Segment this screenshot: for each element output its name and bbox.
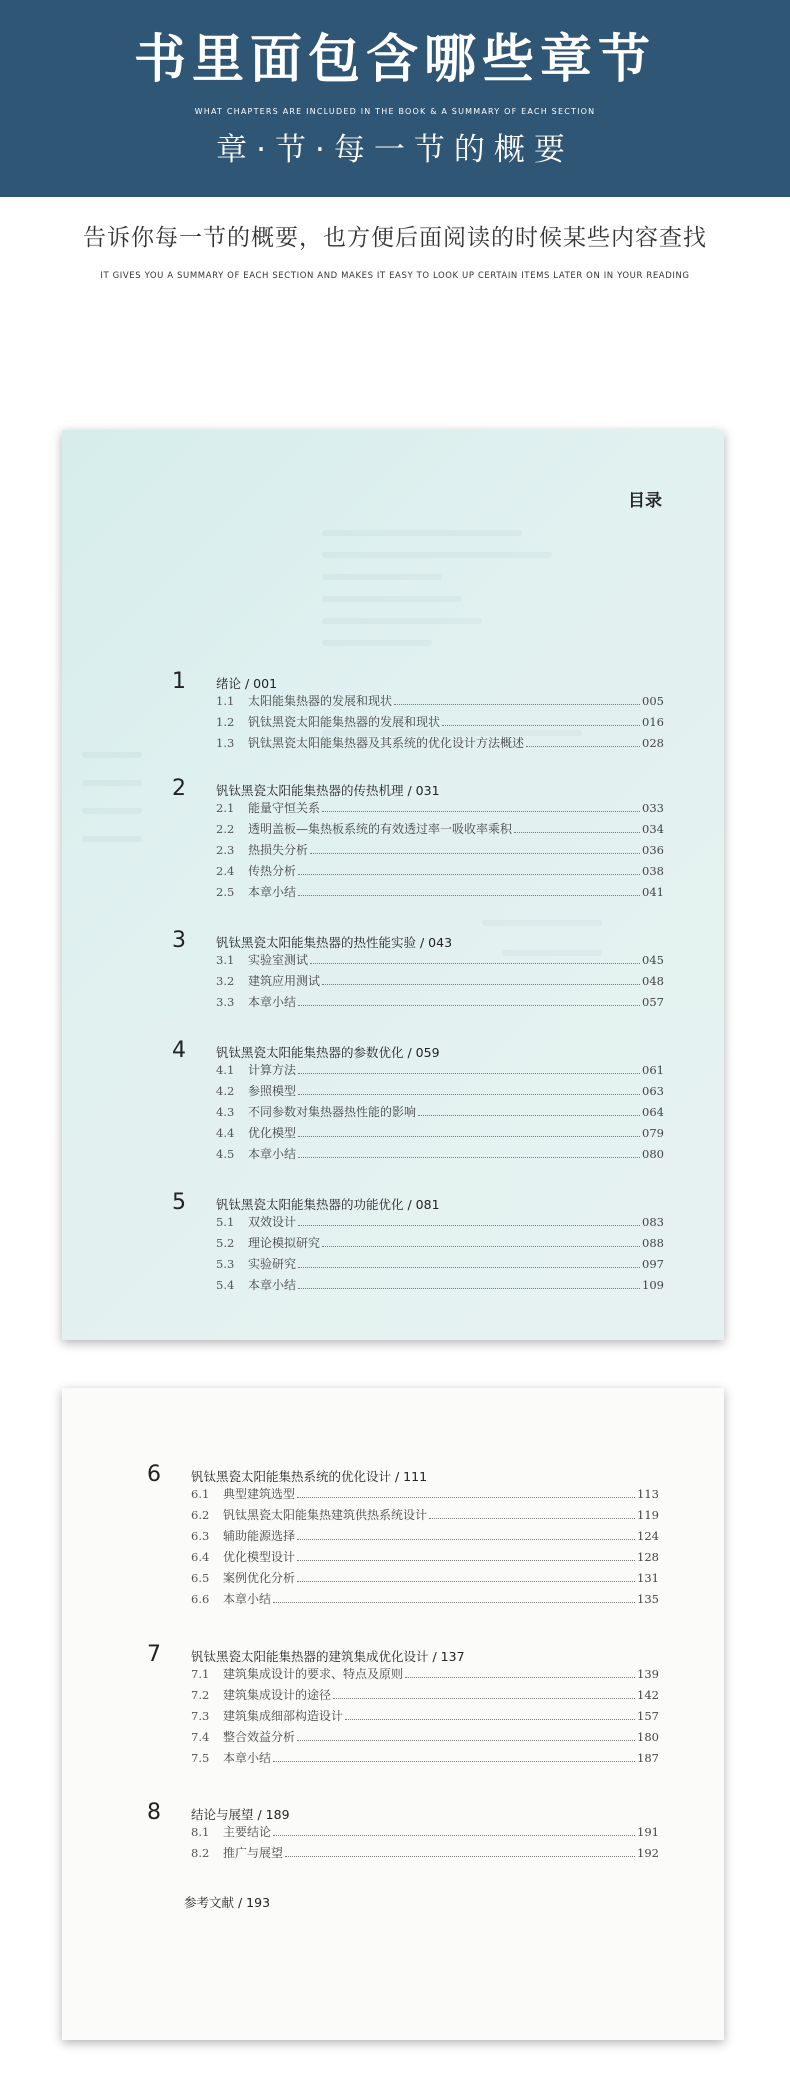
dot-leader bbox=[297, 1581, 635, 1582]
section-title: 本章小结 bbox=[223, 1592, 272, 1606]
section-page: 083 bbox=[642, 1215, 664, 1229]
chapter-number: 6 bbox=[147, 1462, 161, 1487]
section-title: 透明盖板—集热板系统的有效透过率一吸收率乘积 bbox=[248, 822, 513, 836]
section-title: 参照模型 bbox=[248, 1084, 297, 1098]
dot-leader bbox=[418, 1115, 640, 1116]
section-page: 079 bbox=[642, 1126, 664, 1140]
dot-leader bbox=[285, 1856, 635, 1857]
references-entry: 参考文献 / 193 bbox=[184, 1895, 271, 1910]
section-title: 热损失分析 bbox=[248, 843, 309, 857]
section-entry bbox=[191, 1503, 659, 1524]
section-number: 2.2 bbox=[216, 822, 235, 836]
section-entry bbox=[216, 796, 664, 817]
section-title: 建筑应用测试 bbox=[248, 974, 321, 988]
section-entry bbox=[191, 1704, 659, 1725]
section-entry bbox=[216, 710, 664, 731]
section-title: 实验室测试 bbox=[248, 953, 309, 967]
dot-leader bbox=[345, 1719, 635, 1720]
banner-subtitle-cn: 章·节·每一节的概要 bbox=[216, 132, 574, 168]
dot-leader bbox=[526, 746, 640, 747]
chapter-title: 钒钛黑瓷太阳能集热系统的优化设计 / 111 bbox=[191, 1469, 428, 1484]
section-entry bbox=[191, 1482, 659, 1503]
section-page: 005 bbox=[642, 694, 664, 708]
section-page: 139 bbox=[637, 1667, 659, 1681]
dot-leader bbox=[298, 1073, 640, 1074]
chapter-title: 钒钛黑瓷太阳能集热器的传热机理 / 031 bbox=[216, 783, 440, 798]
section-number: 4.1 bbox=[216, 1063, 235, 1077]
section-title: 整合效益分析 bbox=[223, 1730, 296, 1744]
intro-text-en: IT GIVES YOU A SUMMARY OF EACH SECTION AND MAKES IT EASY TO LOOK UP CERTAIN ITEMS LATER ON IN YOUR READING bbox=[100, 271, 690, 281]
section-title: 主要结论 bbox=[223, 1825, 272, 1839]
section-title: 典型建筑选型 bbox=[223, 1487, 296, 1501]
chapter-title: 钒钛黑瓷太阳能集热器的建筑集成优化设计 / 137 bbox=[191, 1649, 465, 1664]
dot-leader bbox=[322, 984, 640, 985]
dot-leader bbox=[298, 1225, 640, 1226]
section-page: 128 bbox=[637, 1550, 659, 1564]
section-entry bbox=[216, 1121, 664, 1142]
section-page: 142 bbox=[637, 1688, 659, 1702]
section-number: 6.6 bbox=[191, 1592, 210, 1606]
dot-leader bbox=[310, 853, 640, 854]
dot-leader bbox=[298, 1005, 640, 1006]
section-entry bbox=[216, 1210, 664, 1231]
section-entry bbox=[216, 731, 664, 752]
dot-leader bbox=[298, 1288, 640, 1289]
chapter-title: 钒钛黑瓷太阳能集热器的功能优化 / 081 bbox=[216, 1197, 440, 1212]
dot-leader bbox=[297, 1539, 635, 1540]
section-entry bbox=[191, 1662, 659, 1683]
section-page: 016 bbox=[642, 715, 664, 729]
section-number: 8.2 bbox=[191, 1846, 210, 1860]
section-page: 038 bbox=[642, 864, 664, 878]
section-page: 192 bbox=[637, 1846, 659, 1860]
toc-page-1 bbox=[62, 430, 724, 1340]
section-title: 钒钛黑瓷太阳能集热器及其系统的优化设计方法概述 bbox=[248, 736, 525, 750]
section-entry bbox=[216, 1273, 664, 1294]
section-title: 太阳能集热器的发展和现状 bbox=[248, 694, 393, 708]
section-title: 本章小结 bbox=[248, 995, 297, 1009]
section-title: 传热分析 bbox=[248, 864, 297, 878]
section-page: 180 bbox=[637, 1730, 659, 1744]
chapter-number: 8 bbox=[147, 1800, 161, 1825]
section-number: 4.3 bbox=[216, 1105, 235, 1119]
section-title: 不同参数对集热器热性能的影响 bbox=[248, 1105, 417, 1119]
section-entry bbox=[216, 689, 664, 710]
section-number: 5.1 bbox=[216, 1215, 235, 1229]
section-number: 3.3 bbox=[216, 995, 235, 1009]
section-title: 能量守恒关系 bbox=[248, 801, 321, 815]
section-number: 2.3 bbox=[216, 843, 235, 857]
section-page: 088 bbox=[642, 1236, 664, 1250]
section-entry bbox=[191, 1820, 659, 1841]
banner-title: 书里面包含哪些章节 bbox=[133, 29, 656, 90]
dot-leader bbox=[310, 963, 640, 964]
section-number: 2.5 bbox=[216, 885, 235, 899]
section-page: 124 bbox=[637, 1529, 659, 1543]
intro-text-cn: 告诉你每一节的概要，也方便后面阅读的时候某些内容查找 bbox=[83, 225, 707, 251]
dot-leader bbox=[405, 1677, 635, 1678]
chapter-number: 7 bbox=[147, 1642, 161, 1667]
dot-leader bbox=[298, 1136, 640, 1137]
section-entry bbox=[216, 969, 664, 990]
section-title: 建筑集成设计的要求、特点及原则 bbox=[223, 1667, 404, 1681]
section-entry bbox=[216, 880, 664, 901]
section-number: 6.4 bbox=[191, 1550, 210, 1564]
dot-leader bbox=[298, 1267, 640, 1268]
chapter-title: 钒钛黑瓷太阳能集热器的参数优化 / 059 bbox=[216, 1045, 440, 1060]
section-page: 187 bbox=[637, 1751, 659, 1765]
section-entry bbox=[191, 1746, 659, 1767]
section-page: 045 bbox=[642, 953, 664, 967]
section-title: 优化模型 bbox=[248, 1126, 297, 1140]
section-page: 036 bbox=[642, 843, 664, 857]
section-number: 2.1 bbox=[216, 801, 235, 815]
section-entry bbox=[216, 1142, 664, 1163]
section-entry bbox=[216, 1252, 664, 1273]
section-page: 109 bbox=[642, 1278, 664, 1292]
section-entry bbox=[216, 948, 664, 969]
section-number: 3.1 bbox=[216, 953, 235, 967]
section-page: 048 bbox=[642, 974, 664, 988]
section-entry bbox=[191, 1683, 659, 1704]
chapter-number: 2 bbox=[172, 776, 186, 801]
section-number: 1.3 bbox=[216, 736, 235, 750]
section-page: 097 bbox=[642, 1257, 664, 1271]
section-page: 191 bbox=[637, 1825, 659, 1839]
section-number: 6.5 bbox=[191, 1571, 210, 1585]
section-number: 7.4 bbox=[191, 1730, 210, 1744]
section-title: 计算方法 bbox=[248, 1063, 297, 1077]
section-number: 5.2 bbox=[216, 1236, 235, 1250]
dot-leader bbox=[297, 1497, 635, 1498]
section-title: 理论模拟研究 bbox=[248, 1236, 321, 1250]
section-number: 4.4 bbox=[216, 1126, 235, 1140]
dot-leader bbox=[333, 1698, 635, 1699]
section-entry bbox=[191, 1841, 659, 1862]
section-page: 119 bbox=[637, 1508, 659, 1522]
section-number: 8.1 bbox=[191, 1825, 210, 1839]
section-title: 钒钛黑瓷太阳能集热建筑供热系统设计 bbox=[223, 1508, 428, 1522]
section-page: 157 bbox=[637, 1709, 659, 1723]
section-number: 2.4 bbox=[216, 864, 235, 878]
section-entry bbox=[216, 1058, 664, 1079]
chapter-title: 结论与展望 / 189 bbox=[191, 1807, 290, 1822]
section-title: 本章小结 bbox=[248, 1147, 297, 1161]
section-entry bbox=[216, 1231, 664, 1252]
dot-leader bbox=[298, 1094, 640, 1095]
chapter-number: 3 bbox=[172, 928, 186, 953]
section-entry bbox=[191, 1524, 659, 1545]
section-entry bbox=[216, 1079, 664, 1100]
section-title: 优化模型设计 bbox=[223, 1550, 296, 1564]
banner-subtitle-en: WHAT CHAPTERS ARE INCLUDED IN THE BOOK & A SUMMARY OF EACH SECTION bbox=[194, 107, 596, 116]
section-page: 033 bbox=[642, 801, 664, 815]
dot-leader bbox=[429, 1518, 635, 1519]
section-page: 080 bbox=[642, 1147, 664, 1161]
section-number: 1.2 bbox=[216, 715, 235, 729]
section-title: 建筑集成设计的途径 bbox=[223, 1688, 332, 1702]
section-entry bbox=[216, 838, 664, 859]
toc-heading: 目录 bbox=[628, 491, 662, 511]
section-number: 7.3 bbox=[191, 1709, 210, 1723]
dot-leader bbox=[297, 1560, 635, 1561]
section-page: 041 bbox=[642, 885, 664, 899]
section-entry bbox=[191, 1545, 659, 1566]
section-title: 本章小结 bbox=[223, 1751, 272, 1765]
dot-leader bbox=[322, 1246, 640, 1247]
section-number: 5.3 bbox=[216, 1257, 235, 1271]
dot-leader bbox=[273, 1602, 635, 1603]
section-number: 7.5 bbox=[191, 1751, 210, 1765]
header-banner bbox=[0, 0, 790, 197]
dot-leader bbox=[297, 1740, 635, 1741]
dot-leader bbox=[394, 704, 640, 705]
dot-leader bbox=[298, 1157, 640, 1158]
dot-leader bbox=[273, 1761, 635, 1762]
section-entry bbox=[216, 1100, 664, 1121]
section-number: 1.1 bbox=[216, 694, 235, 708]
section-page: 131 bbox=[637, 1571, 659, 1585]
section-title: 辅助能源选择 bbox=[223, 1529, 296, 1543]
section-entry bbox=[216, 990, 664, 1011]
section-title: 本章小结 bbox=[248, 1278, 297, 1292]
section-number: 7.1 bbox=[191, 1667, 210, 1681]
section-title: 实验研究 bbox=[248, 1257, 297, 1271]
section-number: 6.1 bbox=[191, 1487, 210, 1501]
section-title: 推广与展望 bbox=[223, 1846, 284, 1860]
section-page: 064 bbox=[642, 1105, 664, 1119]
section-entry bbox=[191, 1587, 659, 1608]
section-title: 双效设计 bbox=[248, 1215, 297, 1229]
section-title: 建筑集成细部构造设计 bbox=[223, 1709, 344, 1723]
toc-page-2 bbox=[62, 1388, 724, 2040]
section-title: 钒钛黑瓷太阳能集热器的发展和现状 bbox=[248, 715, 441, 729]
section-page: 135 bbox=[637, 1592, 659, 1606]
dot-leader bbox=[442, 725, 640, 726]
section-number: 7.2 bbox=[191, 1688, 210, 1702]
section-number: 3.2 bbox=[216, 974, 235, 988]
chapter-title: 绪论 / 001 bbox=[216, 676, 278, 691]
section-page: 061 bbox=[642, 1063, 664, 1077]
section-page: 113 bbox=[637, 1487, 659, 1501]
dot-leader bbox=[514, 832, 640, 833]
section-title: 本章小结 bbox=[248, 885, 297, 899]
chapter-number: 1 bbox=[172, 669, 186, 694]
dot-leader bbox=[298, 874, 640, 875]
section-number: 6.3 bbox=[191, 1529, 210, 1543]
section-page: 028 bbox=[642, 736, 664, 750]
section-number: 4.2 bbox=[216, 1084, 235, 1098]
section-entry bbox=[216, 859, 664, 880]
section-entry bbox=[216, 817, 664, 838]
section-entry bbox=[191, 1566, 659, 1587]
section-number: 4.5 bbox=[216, 1147, 235, 1161]
chapter-title: 钒钛黑瓷太阳能集热器的热性能实验 / 043 bbox=[216, 935, 453, 950]
section-title: 案例优化分析 bbox=[223, 1571, 296, 1585]
section-number: 5.4 bbox=[216, 1278, 235, 1292]
dot-leader bbox=[273, 1835, 635, 1836]
section-number: 6.2 bbox=[191, 1508, 210, 1522]
section-page: 034 bbox=[642, 822, 664, 836]
dot-leader bbox=[298, 895, 640, 896]
dot-leader bbox=[322, 811, 640, 812]
chapter-number: 5 bbox=[172, 1190, 186, 1215]
section-page: 057 bbox=[642, 995, 664, 1009]
section-entry bbox=[191, 1725, 659, 1746]
section-page: 063 bbox=[642, 1084, 664, 1098]
chapter-number: 4 bbox=[172, 1038, 186, 1063]
